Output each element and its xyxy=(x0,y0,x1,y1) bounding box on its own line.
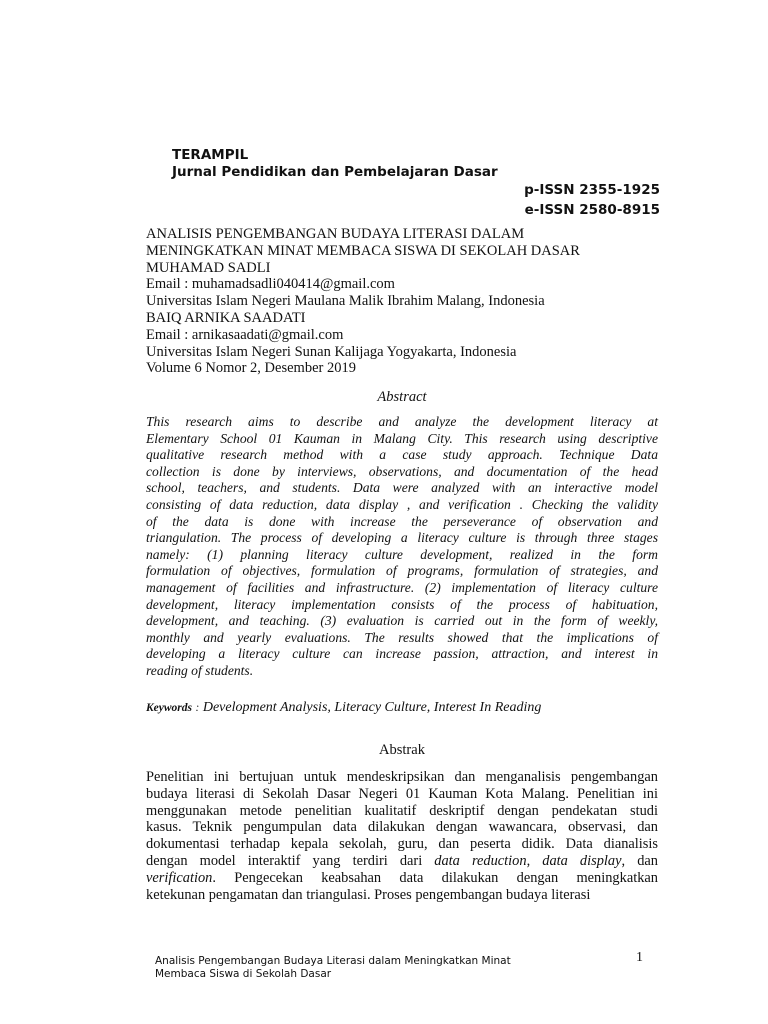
abstrak-term: verification xyxy=(146,869,213,886)
abstract-line: Elementary School 01 Kauman in Malang City. This research using descriptive xyxy=(146,430,658,446)
abstract-heading: Abstract xyxy=(377,389,427,405)
p-issn: p-ISSN 2355-1925 xyxy=(524,182,660,198)
abstrak-line: budaya literasi di Sekolah Dasar Negeri 01 Kauman Kota Malang. Penelitian ini xyxy=(146,785,658,802)
abstract-line: development, literacy implementation consists of the process of habituation, xyxy=(146,596,658,612)
abstract-line: triangulation. The process of developing a literacy culture is through three stages xyxy=(146,530,658,546)
abstract-line: namely: (1) planning literacy culture development, realized in the form xyxy=(146,546,658,562)
keywords-label: Keywords xyxy=(146,702,192,714)
abstract-line: management of facilities and infrastructure. (2) implementation of literacy culture xyxy=(146,579,658,595)
abstract-line: of the data is done with increase the perseverance of observation and xyxy=(146,513,658,529)
author-name: BAIQ ARNIKA SAADATI xyxy=(146,309,306,326)
abstract-line: monthly and yearly evaluations. The results showed that the implications of xyxy=(146,629,658,645)
article-front-matter xyxy=(146,226,666,377)
abstrak-line: menggunakan metode penelitian kualitatif deskriptif dengan pendekatan studi xyxy=(146,802,658,819)
journal-header xyxy=(172,147,632,181)
abstrak-text-run: . Pengecekan keabsahan data dilakukan dengan meningkatkan xyxy=(212,869,658,886)
page-number: 1 xyxy=(636,950,643,965)
journal-name: TERAMPIL xyxy=(172,147,249,163)
abstract-body xyxy=(146,414,658,680)
author-name: MUHAMAD SADLI xyxy=(146,259,271,276)
abstrak-line xyxy=(146,870,658,887)
author-email: Email : muhamadsadli040414@gmail.com xyxy=(146,276,395,293)
abstrak-line xyxy=(146,853,658,870)
keywords-line xyxy=(146,700,658,716)
running-title-line: Analisis Pengembangan Budaya Literasi dalam Meningkatkan Minat xyxy=(155,955,511,967)
author-affiliation: Universitas Islam Negeri Sunan Kalijaga Yogyakarta, Indonesia xyxy=(146,343,517,360)
abstract-line: collection is done by interviews, observations, and documentation of the head xyxy=(146,463,658,479)
abstrak-heading: Abstrak xyxy=(379,742,425,758)
abstrak-body xyxy=(146,769,658,903)
abstract-line: qualitative research method with a case study approach. Technique Data xyxy=(146,447,658,463)
abstract-line: formulation of objectives, formulation of programs, formulation of strategies, and xyxy=(146,563,658,579)
e-issn: e-ISSN 2580-8915 xyxy=(524,202,660,218)
abstract-line: development, and teaching. (3) evaluation is carried out in the form of weekly, xyxy=(146,613,658,629)
abstract-line: reading of students. xyxy=(146,662,254,678)
abstrak-line: Penelitian ini bertujuan untuk mendeskripsikan dan menganalisis pengembangan xyxy=(146,769,658,785)
author-email: Email : arnikasaadati@gmail.com xyxy=(146,326,344,343)
abstrak-term: data reduction xyxy=(434,852,527,869)
volume-info: Volume 6 Nomor 2, Desember 2019 xyxy=(146,360,356,377)
abstrak-line: ketekunan pengamatan dan triangulasi. Proses pengembangan budaya literasi xyxy=(146,886,591,903)
keywords-separator: : xyxy=(195,702,200,714)
abstract-line: developing a literacy culture can increase passion, attraction, and interest in xyxy=(146,646,658,662)
issn-block xyxy=(440,180,660,218)
abstract-line: consisting of data reduction, data display , and verification . Checking the validity xyxy=(146,496,658,512)
keywords-values: Development Analysis, Literacy Culture, Interest In Reading xyxy=(202,700,542,715)
running-title xyxy=(155,955,595,981)
abstrak-term: data display xyxy=(542,852,622,869)
article-title-line: ANALISIS PENGEMBANGAN BUDAYA LITERASI DALAM xyxy=(146,226,525,242)
abstrak-line: kasus. Teknik pengumpulan data dilakukan dengan wawancara, observasi, dan xyxy=(146,819,658,836)
abstrak-text-run: , dan xyxy=(621,852,658,869)
running-title-line: Membaca Siswa di Sekolah Dasar xyxy=(155,968,332,980)
article-title-line: MENINGKATKAN MINAT MEMBACA SISWA DI SEKOLAH DASAR xyxy=(146,242,580,259)
abstrak-line: dokumentasi terhadap kepala sekolah, guru, dan peserta didik. Data dianalisis xyxy=(146,836,658,853)
abstrak-text-run: dengan model interaktif yang terdiri dari xyxy=(146,852,435,869)
abstrak-text-run: , xyxy=(526,852,543,869)
abstract-line: This research aims to describe and analyze the development literacy at xyxy=(146,414,658,429)
journal-subtitle: Jurnal Pendidikan dan Pembelajaran Dasar xyxy=(172,164,498,180)
author-affiliation: Universitas Islam Negeri Maulana Malik Ibrahim Malang, Indonesia xyxy=(146,293,545,310)
abstract-line: school, teachers, and students. Data were analyzed with an interactive model xyxy=(146,480,658,496)
